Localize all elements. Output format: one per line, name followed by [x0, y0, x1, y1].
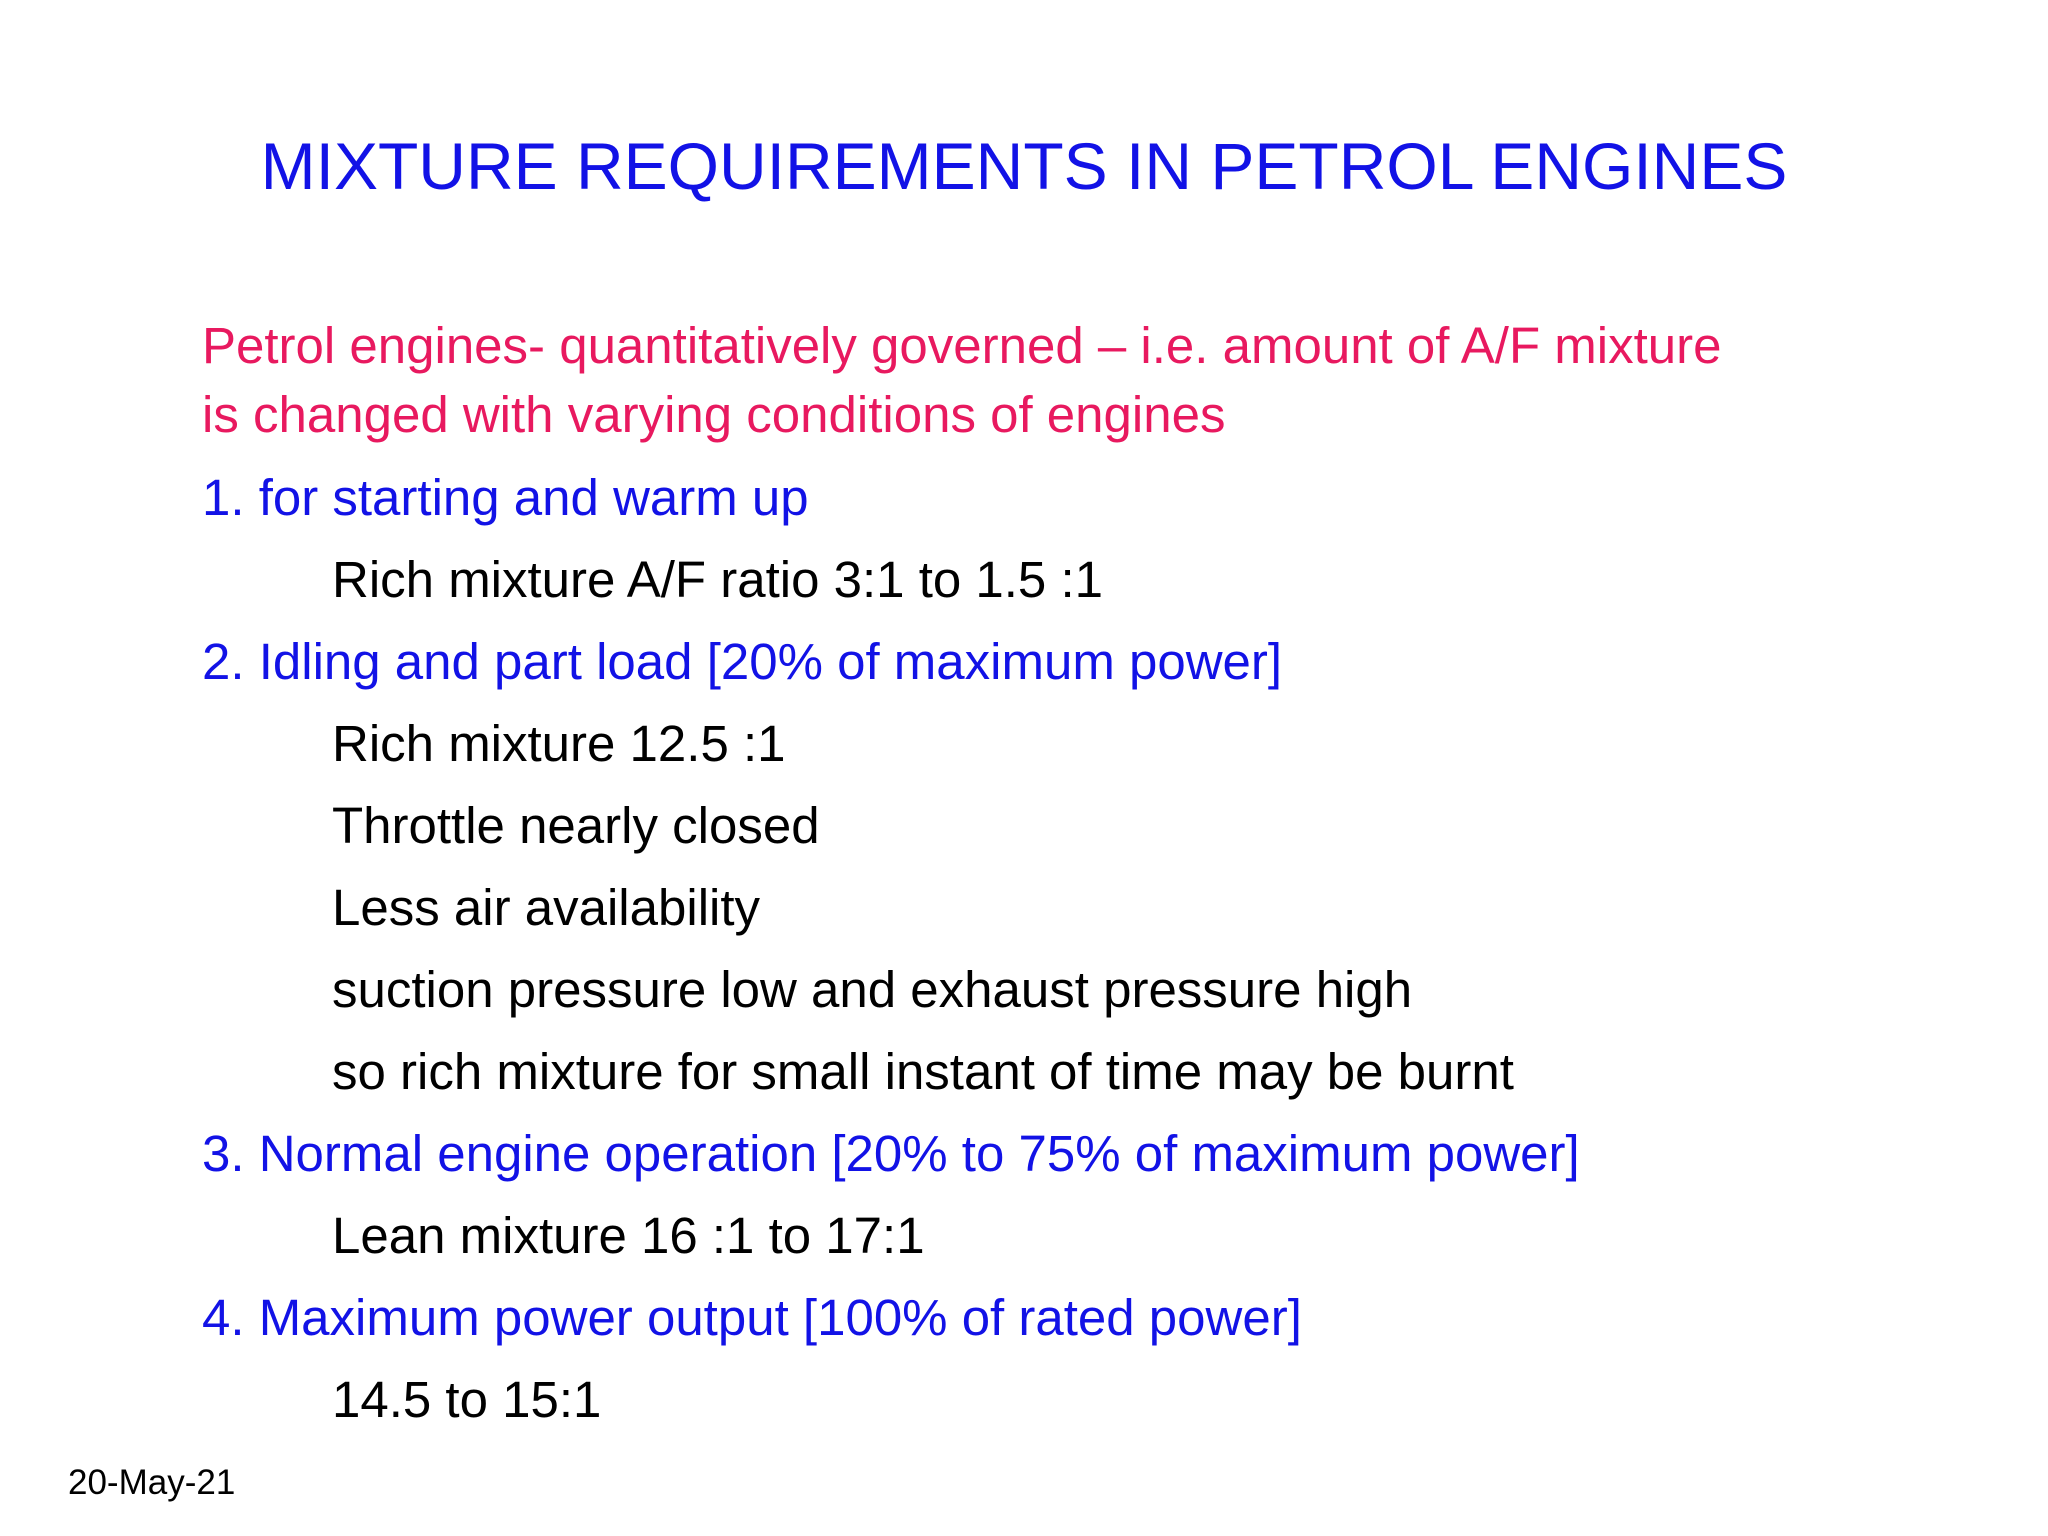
section-2-point-5: so rich mixture for small instant of time may be burnt — [332, 1043, 1514, 1100]
section-4-point-1: 14.5 to 15:1 — [332, 1371, 602, 1428]
section-2-point-2: Throttle nearly closed — [332, 797, 820, 854]
slide-title: MIXTURE REQUIREMENTS IN PETROL ENGINES — [260, 129, 1788, 203]
section-1-point-1: Rich mixture A/F ratio 3:1 to 1.5 :1 — [332, 551, 1104, 608]
section-2-point-3: Less air availability — [332, 879, 761, 936]
section-heading-1: 1. for starting and warm up — [202, 469, 809, 526]
intro-line-1: Petrol engines- quantitatively governed – i.e. amount of A/F mixture — [202, 317, 1722, 374]
slide-date: 20-May-21 — [68, 1463, 236, 1502]
intro-line-2: is changed with varying conditions of engines — [202, 386, 1226, 443]
section-2-point-4: suction pressure low and exhaust pressure high — [332, 961, 1413, 1018]
section-2-point-1: Rich mixture 12.5 :1 — [332, 715, 786, 772]
section-heading-2: 2. Idling and part load [20% of maximum power] — [202, 633, 1283, 690]
section-heading-3: 3. Normal engine operation [20% to 75% of maximum power] — [202, 1125, 1580, 1182]
section-3-point-1: Lean mixture 16 :1 to 17:1 — [332, 1207, 925, 1264]
section-heading-4: 4. Maximum power output [100% of rated power] — [202, 1289, 1302, 1346]
